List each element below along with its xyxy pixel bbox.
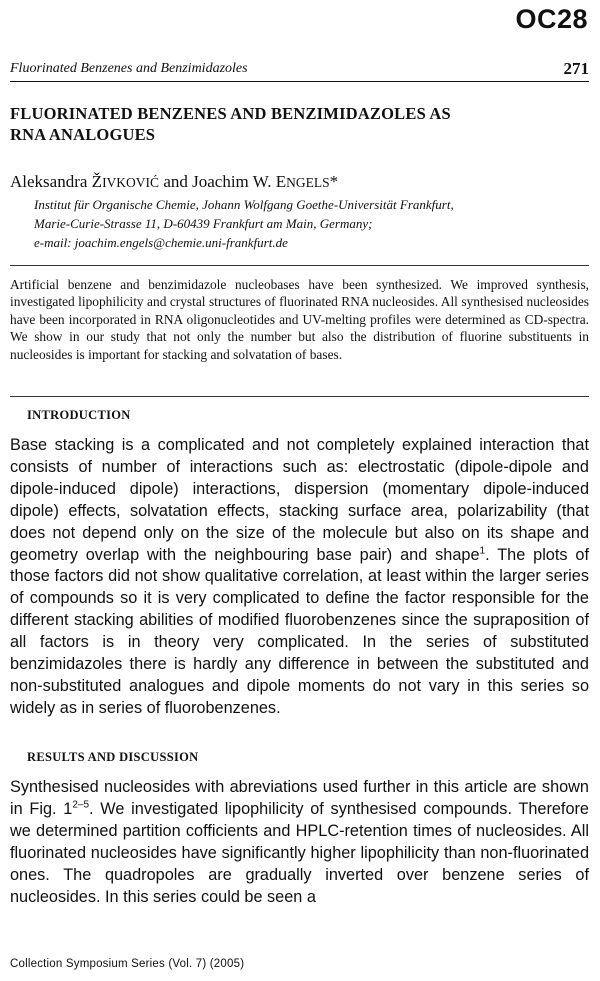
running-title: Fluorinated Benzenes and Benzimidazoles — [10, 61, 248, 76]
author-line — [10, 172, 338, 193]
author-conjunction: and — [159, 172, 193, 191]
author-surname-initial: Ž — [91, 172, 103, 191]
corresponding-author-mark: * — [329, 172, 339, 191]
author-given-name: Joachim W. — [192, 172, 276, 191]
section-heading-introduction: INTRODUCTION — [27, 408, 131, 422]
citation-ref: 2–5 — [72, 799, 90, 811]
author-given-name: Aleksandra — [10, 172, 92, 191]
affiliation-line: Marie-Curie-Strasse 11, D-60439 Frankfurt am Main, Germany; — [34, 216, 373, 231]
page-number: 271 — [563, 59, 589, 78]
header-rule — [10, 81, 589, 82]
abstract: Artificial benzene and benzimidazole nucleobases have been synthesized. We improved synthesis, investigated lipophilicity and crystal structures of fluorinated RNA nucleosides. All synthesised nucleosides have been incorporated in RNA oligonucleotides and UV-melting profiles were determined as CD-spectra. We show in our study that not only the number but also the distribution of fluorine substituents in nucleosides is important for stacking and solvatation of bases. — [10, 277, 589, 362]
introduction-paragraph — [10, 435, 589, 720]
results-text: Synthesised nucleosides with abreviations used further in this article are shown in Fig. 1 — [10, 778, 589, 818]
author-surname: NGELS — [286, 175, 330, 190]
affiliation-line: Institut für Organische Chemie, Johann Wolfgang Goethe-Universität Frankfurt, — [34, 197, 454, 212]
section-heading-results: RESULTS AND DISCUSSION — [27, 750, 199, 764]
author-surname: IVKOVIĆ — [102, 175, 160, 190]
introduction-text: Base stacking is a complicated and not completely explained interaction that consists of number of interactions such as: electrostatic (dipole-dipole and dipole-induced dipole) interactions, dispersion (momentary dipole-induced dipole) effects, solvatation effects, stacking surface area, polarizability (that does not depend only on the size of the molecule but also on its shape and geometry overlap with the neighbouring base pair) and shape — [10, 436, 589, 564]
abstract-code: OC28 — [515, 4, 588, 34]
results-text: . We investigated lipophilicity of synthesised compounds. Therefore we determined partition cofficients and HPLC-retention times of nucleosides. All fluorinated nucleosides have significantly higher lipophilicity than non-fluorinated ones. The quadropoles are gradually inverted over benzene series of nucleosides. In this series could be seen a — [10, 799, 589, 906]
affiliation — [34, 195, 574, 252]
introduction-text: . The plots of those factors did not show qualitative correlation, at least within the larger series of compounds so it is very complicated to define the factor responsible for the different stacking abilities of modified fluorobenzenes since the supraposition of all factors is in theory very complicated. In the series of substituted benzimidazoles there is hardly any difference in between the substituted and non-substituted analogues and dipole moments do not vary in this series so widely as in series of fluorobenzenes. — [10, 545, 589, 717]
author-surname-initial: E — [275, 172, 287, 191]
abstract-bottom-rule — [10, 396, 589, 397]
citation-ref: 1 — [479, 545, 486, 557]
abstract-top-rule — [10, 265, 589, 266]
affiliation-email: e-mail: joachim.engels@chemie.uni-frankfurt.de — [34, 235, 288, 250]
running-header — [10, 58, 589, 80]
article-title: FLUORINATED BENZENES AND BENZIMIDAZOLES AS RNA ANALOGUES — [10, 104, 451, 144]
results-paragraph — [10, 777, 589, 908]
journal-footer: Collection Symposium Series (Vol. 7) (2005) — [10, 958, 245, 970]
